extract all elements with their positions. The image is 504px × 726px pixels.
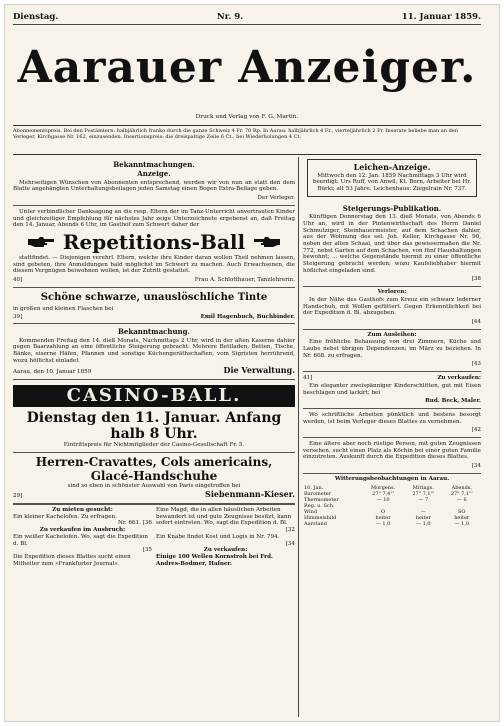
weather-header: Abends. — [451, 484, 472, 491]
weather-cell: SO — [457, 508, 466, 515]
left-column — [13, 157, 295, 717]
weather-cell: Aarstand — [304, 520, 327, 527]
ad-number: [44 — [471, 318, 481, 325]
small-ad-body: Ein Knabe findet Kost und Logis in Nr. 794. — [156, 533, 280, 540]
verkaufen-header — [303, 375, 481, 382]
schrift-ad — [303, 409, 481, 438]
leichen-anzeige-box — [307, 159, 477, 197]
notice-body: Mehrseitigen Wünschen von Abonnenten entsprechend, werden wir von nun an statt den dem Blatte angehängten Unterhaltungsbeilagen jeden Samstag einen Bogen Extra-Beilage geben. — [13, 179, 295, 193]
small-ads — [13, 504, 295, 567]
ad-number: 29] — [13, 493, 23, 500]
header-line — [13, 11, 481, 25]
weather-cell: — 1,0 — [375, 520, 391, 527]
ad-number: 40] — [13, 277, 23, 284]
newspaper-page — [13, 11, 481, 717]
small-ad-number: [32 — [285, 527, 295, 534]
weather-header: Morgens. — [371, 484, 396, 491]
weather-title: Witterungsbeobachtungen in Aarau. — [334, 475, 450, 482]
weather-cell: Wind — [304, 508, 318, 515]
small-ad-title: Zu mieten gesucht: — [52, 507, 113, 514]
ball-footer — [13, 277, 295, 284]
casino-date-line: Dienstag den 11. Januar. Anfang halb 8 Uhr. — [26, 410, 282, 443]
ball-signature: Frau A. Schlotthauer, Tanzlehrerin. — [194, 277, 295, 284]
section-title: Bekanntmachung. — [118, 327, 190, 337]
weather-cell: — 1,0 — [416, 520, 431, 527]
section-title: Bekanntmachungen. — [113, 160, 195, 169]
subscription-info: Abonnementspreis. Bei den Postämtern: halbjährlich franko durch die ganze Schweiz 4 Fr. 70 Rp. In Aarau: halbjährlich 4 Fr., vierteljährlich 2 Fr. Inserate beliebe man an den Verleger, Kirchgasse Nr. 162, einzusenden. Insertionspreis: die dreispaltige Zeile 6 Ct., bei Wiederholungen 4 Ct. — [13, 125, 481, 155]
weather-cell: — 10 — [376, 496, 390, 503]
person-ad — [303, 438, 481, 474]
person-body: Eine ältere aber noch rüstige Person, mit guten Zeugnissen versehen, sucht einen Platz als Köchin bei einer guten Familie einzutreten. Auskunft durch die Expedition dieses Blattes. — [303, 441, 481, 461]
ad-number: [42 — [471, 427, 481, 434]
leichen-title: Leichen-Anzeige. — [353, 162, 431, 172]
weather-cell: — 7 — [418, 496, 429, 503]
small-ad-number: [35 — [142, 547, 152, 554]
weather-cell: Barometer — [304, 490, 332, 497]
casino-ball-ad — [13, 380, 295, 453]
pointing-hand-right-icon — [27, 236, 55, 248]
weather-header: 10. Jan. — [304, 484, 324, 491]
weather-section — [303, 474, 481, 527]
steigerung-body: Künftigen Donnerstag den 13. dieß Monats, von Abends 6 Uhr an, wird in der Pintenwirthschaft des Herrn Daniel Schmutziger, Steinhauermeister, auf dem Schachen dahier, aus der Wohnung des sel. Joh. Keller, Kirchgasse Nr. 90, neben der alten Schaal, und über das gewissermaßen die Nr. 772, nebst Garten auf dem Schachen, von fünf Haushaltungen bewohnt; ... welche Gegenstände hiermit zu einer öffentliche Steigerung gebracht werden; wozu Kaufsliebhaber hiermit höflichst eingeladen sind. — [303, 214, 481, 274]
verkaufen-body: Ein eleganter zweispänniger Kinderschlitten, gut mit Eisen beschlagen und lackirt; bei — [303, 382, 481, 396]
small-ads-col-b — [156, 507, 295, 567]
weather-cell: — 1,0 — [454, 520, 470, 527]
ad-number: 41] — [303, 375, 313, 382]
announcement-extra-beilage — [13, 157, 295, 206]
small-ads-col-a — [13, 507, 152, 567]
ball-intro: Unter verbindlicher Danksagung an die resp. Eltern der im Tanz-Unterricht anvertrauten Kinder und gleichzeitiger Empfehlung für nächstes Jahr zeige Unterzeichnete ergebenst an, daß Freitag den 14. Januar, Abends 6 Uhr, im Gasthof zum Schwert daher der — [13, 208, 295, 229]
small-ad — [13, 527, 152, 554]
small-ad-body: Ein kleiner Kachelofen. Zu erfragen. — [13, 513, 117, 520]
small-ad-body: Eine Magd, die in allen häuslichen Arbeiten bewandert ist und gute Zeugnisse besitzt, kann sofort eintreten. Wo, sagt die Expedition d. Bl. — [156, 507, 292, 527]
issue-number: Nr. 9. — [216, 12, 244, 23]
masthead-title: Aarauer Anzeiger. — [17, 42, 477, 93]
weather-cell: 27" 7,1"' — [450, 490, 473, 497]
tinte-signature: Emil Hagenbuch, Buchbinder. — [200, 313, 295, 320]
weather-table — [303, 485, 481, 527]
kaserne-body: Kommenden Freitag den 14. dieß Monats, Nachmittags 2 Uhr, wird in der alten Kaserne dahier gegen Baarzahlung an eine öffentliche Steigerung gebracht: Mehrere Bettladen, Betten, Tische, Bänke, eiserne Häfen, Pfannen und sonstige Küchengeräthschaften, vom Sigristen herrührend, wozu höflichst einladet — [13, 337, 295, 364]
small-ad-body: Die Expedition dieses Blattes sucht einen Mitheiter zum »Frankfurter Journal«. — [13, 553, 131, 567]
printer-line: Druck und Verlag von F. G. Martin. — [195, 114, 299, 120]
right-column — [303, 157, 481, 717]
ausleihen-ad — [303, 330, 481, 373]
repetitions-ball-ad — [13, 206, 295, 288]
tinte-footer — [13, 314, 295, 321]
ad-number: 39] — [13, 313, 23, 320]
weather-row — [303, 521, 481, 527]
kaserne-footer — [13, 366, 295, 376]
section-title: Zum Ausleihen: — [367, 331, 417, 338]
weather-row — [303, 491, 481, 497]
verkaufen-signature: Rud. Beck, Maler. — [425, 398, 481, 405]
tinte-ad — [13, 288, 295, 324]
small-ad-title: Zu verkaufen im Ausbruch: — [39, 527, 126, 534]
tinte-body: in großen und kleinen Flaschen bei — [13, 305, 114, 312]
casino-price: Eintrittspreis für Nichtmitglieder der Casino-Gesellschaft Fr. 5. — [63, 442, 245, 449]
small-ad — [156, 534, 295, 547]
small-ad — [13, 554, 152, 567]
casino-title: CASINO-BALL. — [13, 385, 295, 407]
herren-body: sind so eben in schönster Auswahl von Paris eingetroffen bei — [67, 482, 241, 489]
weather-cell: heiter — [454, 514, 470, 521]
ad-number: [34 — [471, 463, 481, 470]
notice-signature: Der Verleger. — [257, 195, 295, 202]
newspaper-sheet — [4, 4, 500, 722]
steigerung-kaserne — [13, 324, 295, 380]
verloren-body: In der Nähe des Gasthofs zum Kreuz ein schwarz lederner Handschuh, mit Wollen gefüttert. Gegen Erkenntlichkeit bei der Expedition d. Bl. abzugeben. — [303, 296, 481, 317]
leichen-body: Mittwoch den 12. Jan. 1859 Nachmittags 3 Uhr wird beerdigt: Urs Ruff, von Anwil, Kt. Bern, Arbeiter bei Hr. Bürki; alt 53 Jahre. Leichenhaus: Ziegelrain Nr. 737. — [312, 172, 472, 192]
weather-cell: 27" 7,1"' — [412, 490, 435, 497]
ad-number: [43 — [471, 361, 481, 368]
weather-cell: Himmelsbild — [304, 514, 337, 521]
herren-cravattes-ad — [13, 453, 295, 504]
issue-date: 11. Januar 1859. — [401, 12, 481, 23]
weather-cell: — — [420, 508, 426, 515]
section-title: Steigerungs-Publikation. — [342, 203, 442, 213]
herren-footer — [13, 490, 295, 500]
small-ad — [13, 507, 152, 527]
ball-title: Repetitions-Ball — [62, 230, 246, 254]
weather-cell: — 6 — [456, 496, 467, 503]
schrift-body: Wo schriftliche Arbeiten pünktlich und bestens besorgt werden, ist beim Verleger dieses Blattes zu vernehmen. — [303, 411, 481, 425]
small-ad-body: Ein weißer Kachelofen. Wo, sagt die Expedition d. Bl. — [13, 533, 148, 547]
ad-number: [38 — [471, 276, 481, 283]
small-ad-body: Einige 100 Wellen Kornstroh bei Frd. Andres-Bodmer, Hafner. — [156, 553, 273, 567]
ausleihen-body: Eine fröhliche Behausung von drei Zimmern, Küche und Laube nebst übrigen Dependenzen; im März zu beziehen. In Nr. 608. zu erfragen. — [303, 339, 481, 359]
ball-body: stattfindet. — Diejenigen verehrl. Eltern, welche ihre Kinder daran wollen Theil nehmen lassen, sind gebeten, ihre Anmeldungen bald möglichst im Schwert zu machen. Auch Erwachsenen, die diesem Vergnügen beiwohnen wollen, ist der Zutritt gestattet. — [13, 255, 295, 275]
weekday: Dienstag. — [13, 12, 59, 23]
notice-subtitle: Anzeige. — [137, 169, 171, 179]
column-divider — [298, 157, 299, 717]
small-ad — [156, 547, 295, 567]
section-title: Zu verkaufen: — [437, 375, 481, 382]
small-ad-number: [34 — [285, 540, 295, 547]
small-ad — [156, 507, 295, 534]
small-ad-title: Zu verkaufen: — [203, 547, 248, 554]
small-ad-number: Nr. 661. [36 — [117, 520, 152, 527]
herren-title: Herren-Cravattes, Cols americains, Glacé-Handschuhe — [35, 454, 273, 483]
kaserne-date: Aarau, den 10. Januar 1859 — [13, 369, 92, 376]
weather-cell: O — [381, 508, 386, 515]
weather-cell: 27" 7,4"' — [372, 490, 395, 497]
verkaufen-ad — [303, 372, 481, 409]
tinte-title: Schöne schwarze, unauslöschliche Tinte — [40, 291, 268, 303]
weather-cell: heiter — [415, 514, 431, 521]
kaserne-signature: Die Verwaltung. — [223, 365, 295, 376]
verloren-ad — [303, 287, 481, 330]
section-title: Verloren: — [377, 289, 407, 296]
weather-cell: Thermometer — [304, 496, 339, 503]
weather-header: Mittags. — [412, 484, 434, 491]
weather-cell: heiter — [375, 514, 391, 521]
pointing-hand-left-icon — [253, 236, 281, 248]
ball-headline — [13, 231, 295, 253]
weather-cell: Reg. u. Sch. — [304, 502, 335, 509]
steigerung-publikation — [303, 201, 481, 287]
herren-signature: Siebenmann-Kieser. — [205, 489, 295, 500]
